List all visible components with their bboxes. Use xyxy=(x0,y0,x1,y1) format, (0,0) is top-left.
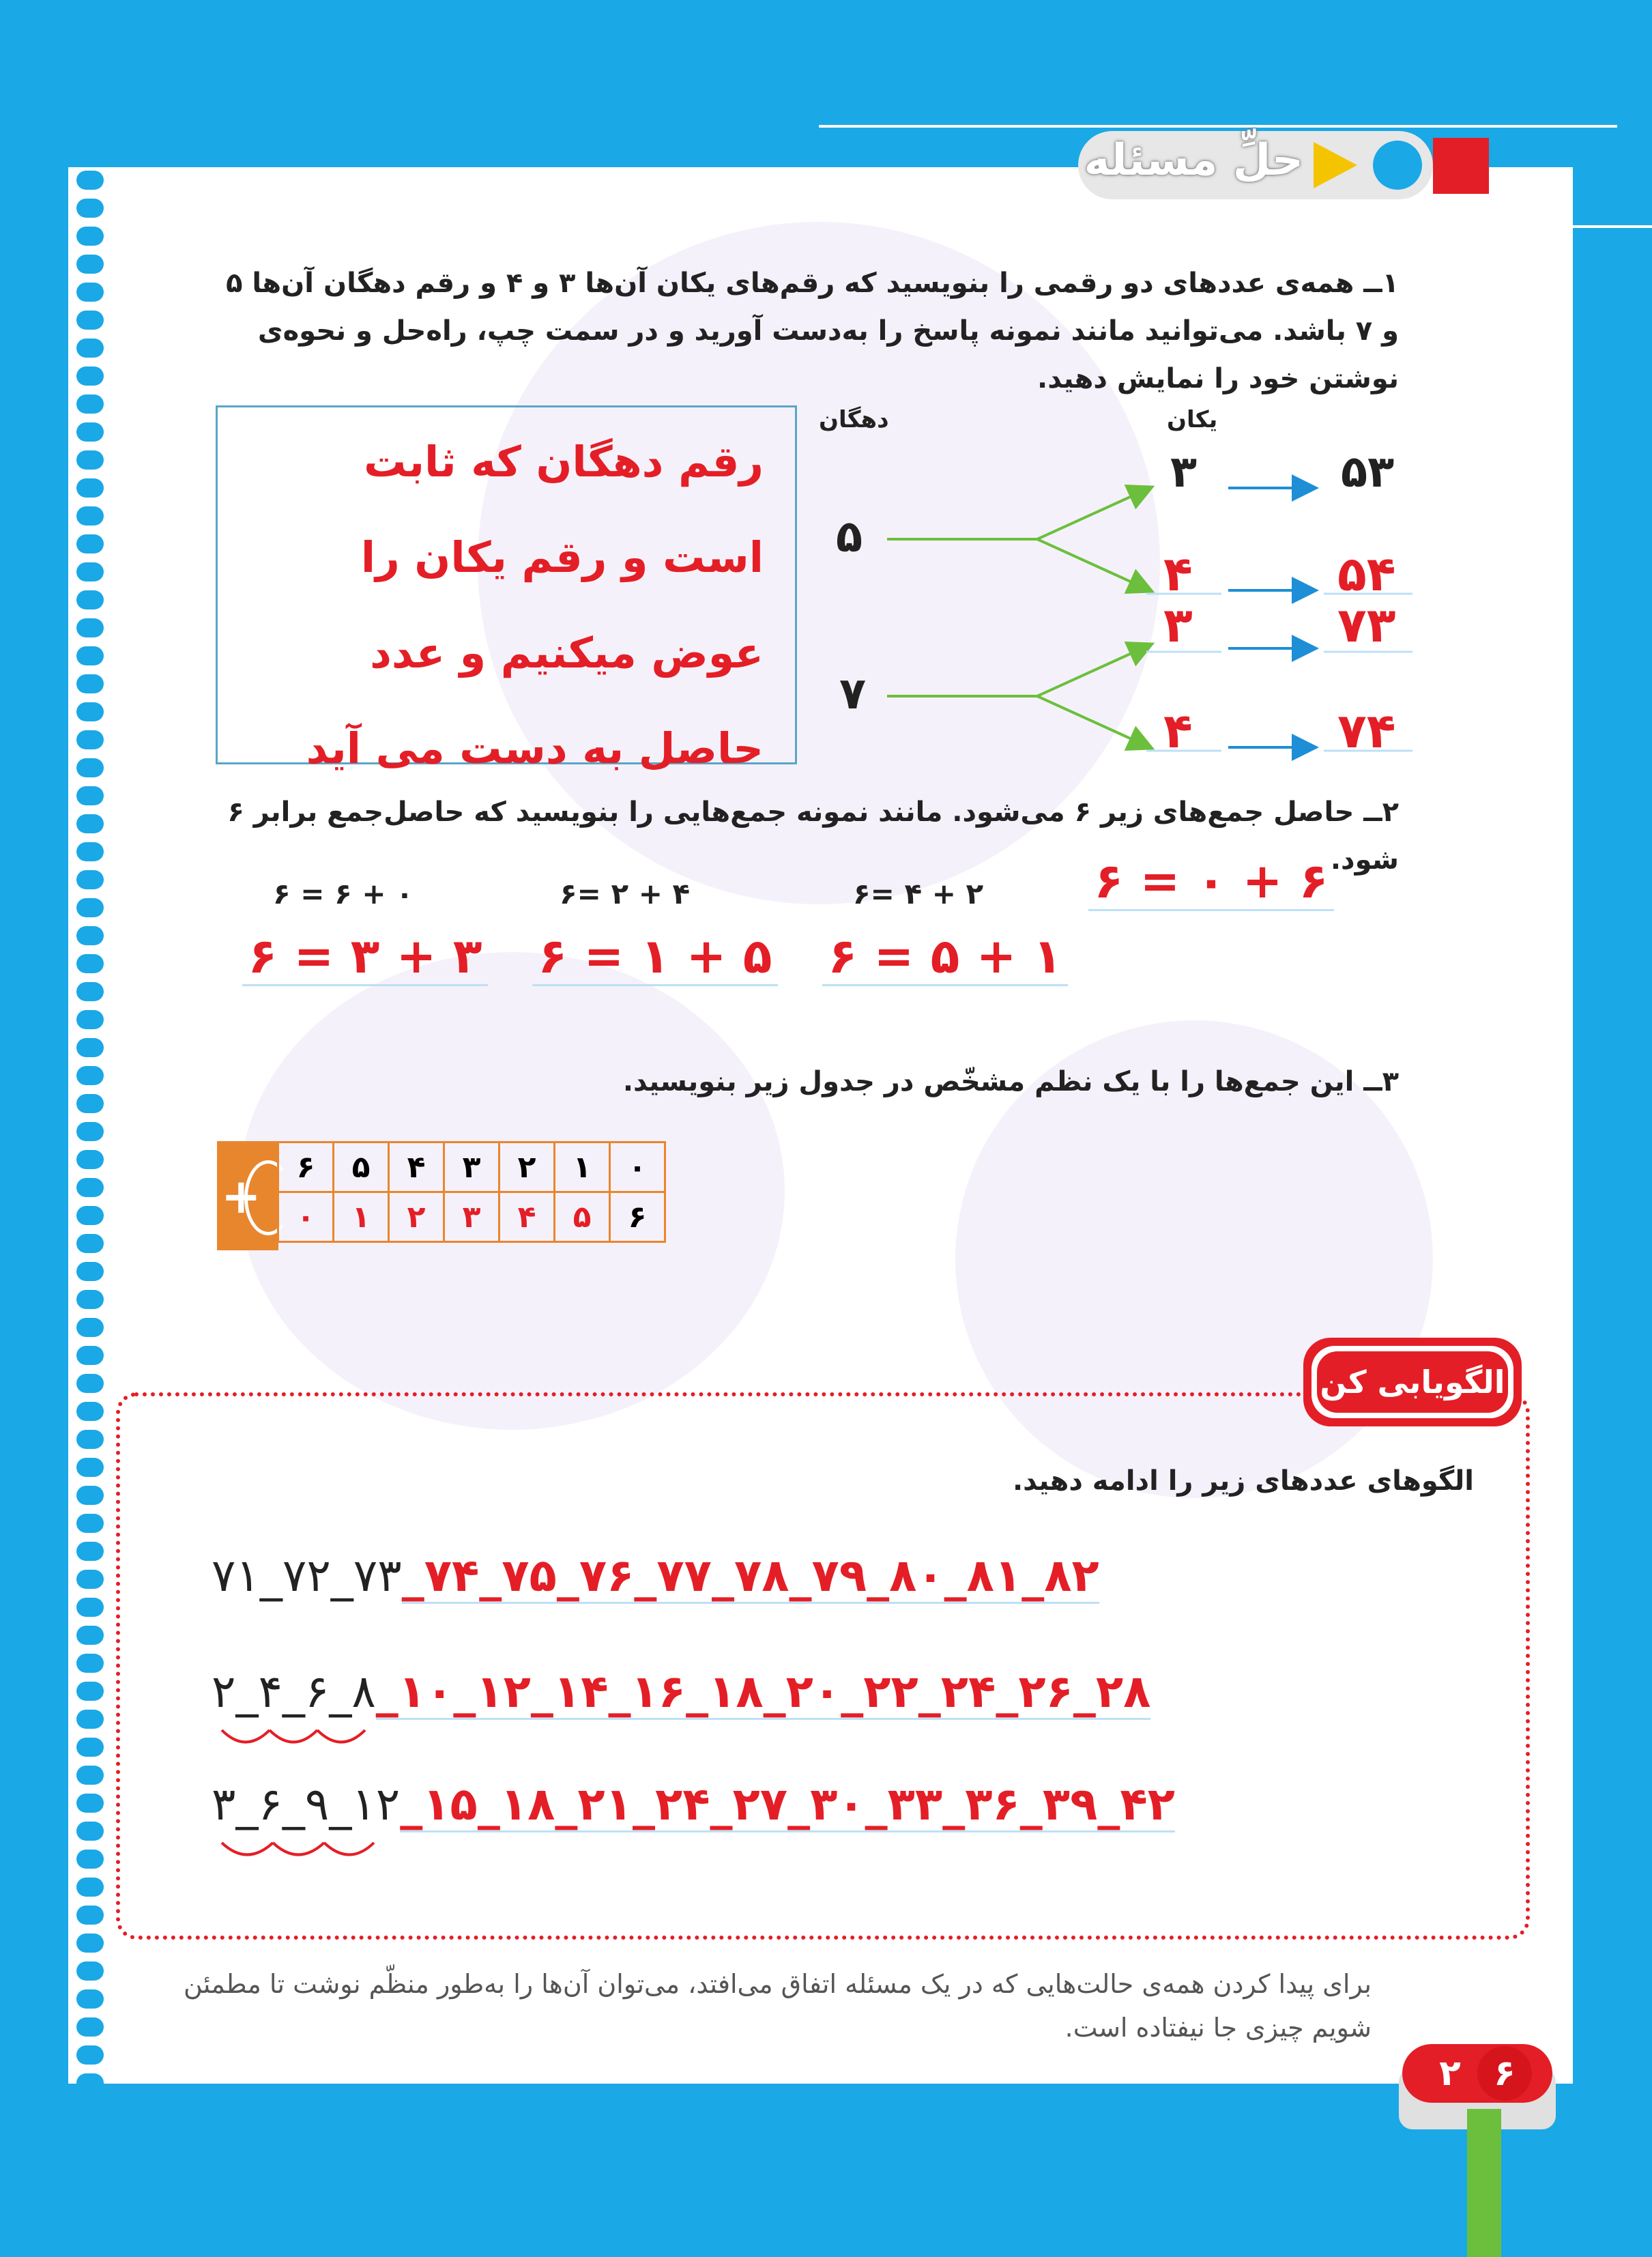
binding-hole xyxy=(76,814,104,833)
binding-hole xyxy=(76,283,104,302)
binding-hole xyxy=(76,255,104,274)
table-cell: ۱ xyxy=(555,1142,610,1192)
footer-note: برای پیدا کردن همه‌ی حالت‌هایی که در یک مسئله اتفاق می‌افتد، می‌توان آن‌ها را به‌طور منظّم نوشت تا مطمئن شویم چیزی جا نیفتاده است. xyxy=(183,1969,1372,2043)
table-cell: ۰ xyxy=(278,1192,334,1242)
binding-hole xyxy=(76,618,104,637)
binding-hole xyxy=(76,646,104,665)
binding-hole xyxy=(76,1626,104,1645)
ones-label: یکان xyxy=(1167,406,1218,433)
binding-hole xyxy=(76,1682,104,1701)
binding-hole xyxy=(76,786,104,805)
branch-arrow xyxy=(1037,645,1150,696)
binding-hole xyxy=(76,1374,104,1393)
pattern-instruction: الگوهای عددهای زیر را ادامه دهید. xyxy=(1012,1465,1474,1497)
binding-hole xyxy=(76,1989,104,2009)
binding-hole xyxy=(76,1206,104,1225)
binding-hole xyxy=(76,1961,104,1981)
table-cell: ۳ xyxy=(444,1142,499,1192)
binding-hole xyxy=(76,1094,104,1113)
sequence-row xyxy=(212,1778,1175,1830)
header-title: حلِّ مسئله xyxy=(1084,135,1303,186)
header-badge xyxy=(1078,131,1501,199)
table-cell: ۳ xyxy=(444,1192,499,1242)
page-number-badge xyxy=(1402,2044,1552,2103)
sequence-answer: _۱۰_۱۲_۱۴_۱۶_۱۸_۲۰_۲۲_۲۴_۲۶_۲۸ xyxy=(376,1665,1151,1720)
binding-hole xyxy=(76,1066,104,1085)
binding-hole xyxy=(76,339,104,358)
sum-answer: ۵ + ۱ = ۶ xyxy=(532,928,778,986)
pattern-title: الگویابی کن xyxy=(1317,1351,1508,1413)
branch-arrow xyxy=(1037,696,1150,747)
binding-hole xyxy=(76,2045,104,2065)
binding-hole xyxy=(76,1598,104,1617)
triangle-icon xyxy=(1314,142,1357,188)
page-digit: ۶ xyxy=(1477,2046,1532,2101)
plus-label-cell xyxy=(217,1141,278,1250)
binding-hole xyxy=(76,1933,104,1953)
problem2-text: ۲ــ حاصل جمع‌های زیر ۶ می‌شود. مانند نمونه جمع‌هایی را بنویسید که حاصل‌جمع برابر ۶ شود. xyxy=(227,796,1399,876)
header-line xyxy=(1569,225,1652,228)
table-cell: ۲ xyxy=(389,1192,444,1242)
table-cell: ۱ xyxy=(334,1192,389,1242)
binding-hole xyxy=(76,590,104,609)
binding-hole xyxy=(76,1514,104,1533)
binding-hole xyxy=(76,1010,104,1029)
pattern-badge xyxy=(1303,1338,1522,1426)
binding-hole xyxy=(76,1794,104,1813)
problem3-text: ۳ــ این جمع‌ها را با یک نظم مشخّص در جدول زیر بنویسید. xyxy=(622,1066,1399,1097)
sequence-given: ۳_۶_۹_۱۲ xyxy=(212,1778,401,1830)
result-number: ۷۴ xyxy=(1337,703,1396,759)
binding-hole xyxy=(76,1766,104,1785)
square-icon xyxy=(1433,138,1489,194)
binding-hole xyxy=(76,1906,104,1925)
sum-answer: ۱ + ۵ = ۶ xyxy=(822,928,1068,986)
branch-arrow xyxy=(1037,539,1150,590)
binding-hole xyxy=(76,227,104,246)
binding-hole xyxy=(76,1710,104,1729)
branch-arrow xyxy=(1037,488,1150,539)
binding-hole xyxy=(76,954,104,973)
page-stem xyxy=(1467,2109,1501,2257)
binding-hole xyxy=(76,422,104,442)
binding-hole xyxy=(76,199,104,218)
result-number: ۵۳ xyxy=(1341,447,1395,498)
page-digit: ۲ xyxy=(1439,2053,1461,2094)
tens-digit: ۵ xyxy=(836,512,863,562)
plus-sign: + xyxy=(221,1168,261,1224)
binding-hole xyxy=(76,562,104,581)
sum-answer: ۶ + ۰ = ۶ xyxy=(1088,853,1334,911)
table-cell: ۴ xyxy=(499,1192,555,1242)
binding-hole xyxy=(76,1738,104,1757)
ones-digit: ۳ xyxy=(1170,447,1198,498)
binding-hole xyxy=(76,1178,104,1197)
jump-arrows xyxy=(218,1836,375,1870)
binding-hole xyxy=(76,1318,104,1337)
table-cell: ۴ xyxy=(389,1142,444,1192)
binding-hole xyxy=(76,898,104,917)
binding-hole xyxy=(76,1822,104,1841)
binding-hole xyxy=(76,674,104,693)
table-cell: ۵ xyxy=(555,1192,610,1242)
sequence-given: ۲_۴_۶_۸ xyxy=(212,1665,376,1718)
header-line xyxy=(819,125,1617,128)
note-line: عوض میکنیم و عدد xyxy=(370,628,764,678)
binding-hole xyxy=(76,1290,104,1309)
binding-hole xyxy=(76,1262,104,1281)
table-cell: ۶ xyxy=(610,1192,665,1242)
sequence-row xyxy=(212,1549,1099,1602)
binding-hole xyxy=(76,394,104,414)
binding-hole xyxy=(76,2017,104,2037)
binding-hole xyxy=(76,534,104,554)
binding-hole xyxy=(76,1150,104,1169)
jump-arrows xyxy=(218,1723,368,1757)
sum-example: ۲ + ۴ =۶ xyxy=(853,877,984,910)
binding-hole xyxy=(76,366,104,386)
binding-hole xyxy=(76,926,104,945)
binding-hole xyxy=(76,478,104,498)
binding-hole xyxy=(76,2073,104,2093)
binding-hole xyxy=(76,450,104,470)
ones-digit: ۴ xyxy=(1163,546,1193,602)
binding-hole xyxy=(76,702,104,721)
sum-example: ۴ + ۲ =۶ xyxy=(560,877,691,910)
binding-hole xyxy=(76,1346,104,1365)
note-line: است و رقم یکان را xyxy=(360,532,764,582)
binding-hole xyxy=(76,1486,104,1505)
sequence-row xyxy=(212,1665,1150,1718)
binding-hole xyxy=(76,758,104,777)
problem1-text: ۱ــ همه‌ی عددهای دو رقمی را بنویسید که رقم‌های یکان آن‌ها ۳ و ۴ و رقم دهگان آن‌ها ۵ و ۷ باشد. می‌توانید مانند نمونه پاسخ را به‌دست آورید و در سمت چپ، راه‌حل و نحوه‌ی نوشتن خود را نمایش دهید. xyxy=(226,268,1399,394)
binding-hole xyxy=(76,1850,104,1869)
binding-hole xyxy=(76,1122,104,1141)
table-cell: ۰ xyxy=(610,1142,665,1192)
binding-hole xyxy=(76,1430,104,1449)
binding-hole xyxy=(76,311,104,330)
table-cell: ۲ xyxy=(499,1142,555,1192)
binding-hole xyxy=(76,842,104,861)
binding-hole xyxy=(76,1234,104,1253)
binding-hole xyxy=(76,1458,104,1477)
circle-icon xyxy=(1373,141,1422,190)
binding-hole xyxy=(76,171,104,190)
sequence-answer: _۱۵_۱۸_۲۱_۲۴_۲۷_۳۰_۳۳_۳۶_۳۹_۴۲ xyxy=(400,1778,1175,1832)
table-cell: ۵ xyxy=(334,1142,389,1192)
sum-table xyxy=(277,1141,666,1243)
sequence-given: ۷۱_۷۲_۷۳ xyxy=(212,1549,402,1602)
note-line: رقم دهگان که ثابت xyxy=(364,437,764,487)
binding-hole xyxy=(76,1878,104,1897)
binding-hole xyxy=(76,1038,104,1057)
ones-digit: ۳ xyxy=(1163,597,1193,653)
result-number: ۵۴ xyxy=(1337,546,1396,602)
result-number: ۷۳ xyxy=(1337,597,1396,653)
binding-hole xyxy=(76,1570,104,1589)
sequence-answer: _۷۴_۷۵_۷۶_۷۷_۷۸_۷۹_۸۰_۸۱_۸۲ xyxy=(402,1549,1099,1604)
explanation-box xyxy=(216,405,797,773)
ones-digit: ۴ xyxy=(1163,703,1193,759)
binding-hole xyxy=(76,1654,104,1673)
binding-hole xyxy=(76,982,104,1001)
tens-digit: ۷ xyxy=(839,669,867,719)
binding-hole xyxy=(76,730,104,749)
binding-hole xyxy=(76,506,104,526)
sum-example: ۰ + ۶ = ۶ xyxy=(273,877,414,910)
note-line: حاصل به دست می آید xyxy=(306,723,764,773)
binding-hole xyxy=(76,1542,104,1561)
binding-hole xyxy=(76,1402,104,1421)
tens-label: دهگان xyxy=(819,406,889,433)
sum-answer: ۳ + ۳ = ۶ xyxy=(242,928,488,986)
binding-hole xyxy=(76,870,104,889)
table-cell: ۶ xyxy=(278,1142,334,1192)
